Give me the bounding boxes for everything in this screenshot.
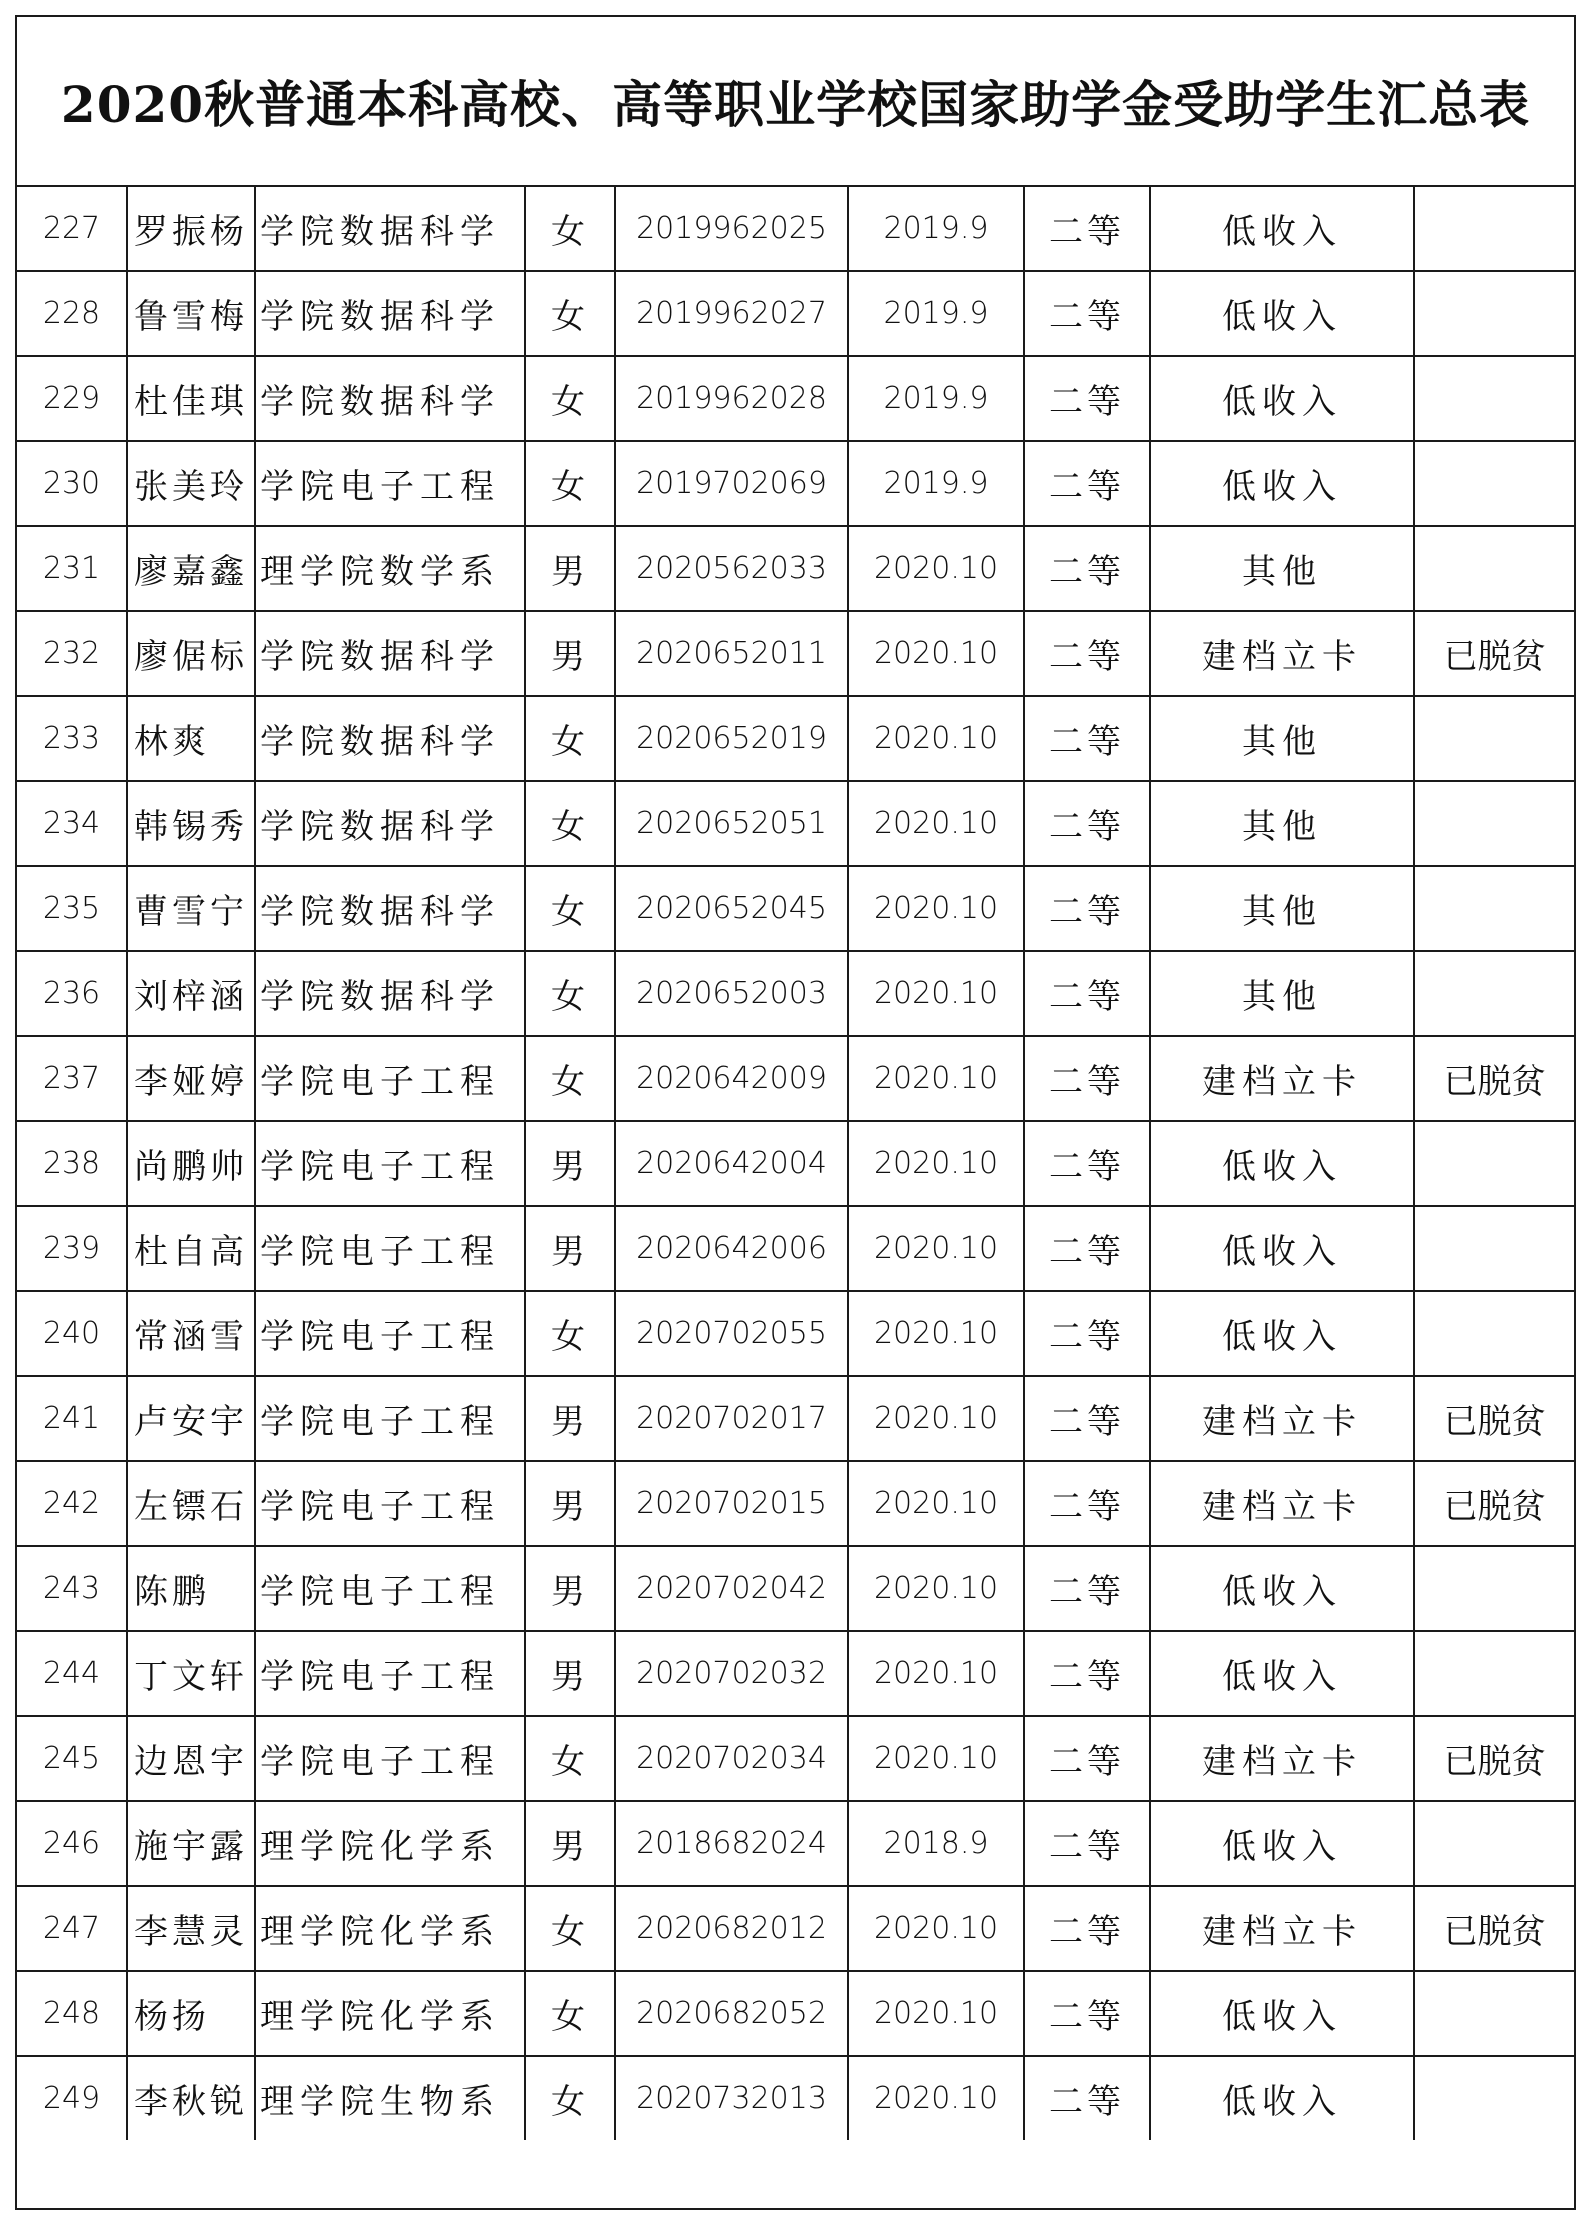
student-id-cell: 2018682024 xyxy=(615,1801,848,1886)
row-number-cell: 234 xyxy=(17,781,127,866)
student-name-cell: 张美玲 xyxy=(127,441,255,526)
remark-cell xyxy=(1414,187,1574,271)
gender-cell: 男 xyxy=(525,1121,615,1206)
enrollment-date-cell: 2020.10 xyxy=(848,1886,1024,1971)
enrollment-date-cell: 2020.10 xyxy=(848,1971,1024,2056)
remark-cell xyxy=(1414,1121,1574,1206)
department-cell: 学院电子工程 xyxy=(255,441,525,526)
student-name-cell: 边恩宇 xyxy=(127,1716,255,1801)
table-row xyxy=(17,441,1574,526)
hardship-category-cell: 低收入 xyxy=(1150,1631,1414,1716)
row-number-cell: 240 xyxy=(17,1291,127,1376)
gender-cell: 女 xyxy=(525,781,615,866)
gender-cell: 男 xyxy=(525,1546,615,1631)
aid-level-cell: 二等 xyxy=(1024,1291,1150,1376)
table-row xyxy=(17,1376,1574,1461)
student-name-cell: 李秋锐 xyxy=(127,2056,255,2140)
aid-level-cell: 二等 xyxy=(1024,1801,1150,1886)
gender-cell: 女 xyxy=(525,356,615,441)
table-row xyxy=(17,951,1574,1036)
aid-level-cell: 二等 xyxy=(1024,866,1150,951)
table-row xyxy=(17,271,1574,356)
hardship-category-cell: 其他 xyxy=(1150,781,1414,866)
student-name-cell: 丁文轩 xyxy=(127,1631,255,1716)
student-name-cell: 杜自高 xyxy=(127,1206,255,1291)
enrollment-date-cell: 2020.10 xyxy=(848,1291,1024,1376)
department-cell: 学院电子工程 xyxy=(255,1461,525,1546)
department-cell: 理学院生物系 xyxy=(255,2056,525,2140)
hardship-category-cell: 低收入 xyxy=(1150,441,1414,526)
remark-cell xyxy=(1414,441,1574,526)
table-row xyxy=(17,1546,1574,1631)
remark-cell xyxy=(1414,271,1574,356)
student-id-cell: 2020652011 xyxy=(615,611,848,696)
table-row xyxy=(17,1801,1574,1886)
gender-cell: 女 xyxy=(525,1971,615,2056)
hardship-category-cell: 建档立卡 xyxy=(1150,1886,1414,1971)
enrollment-date-cell: 2020.10 xyxy=(848,2056,1024,2140)
table-row xyxy=(17,1036,1574,1121)
student-id-cell: 2020652051 xyxy=(615,781,848,866)
hardship-category-cell: 建档立卡 xyxy=(1150,1461,1414,1546)
row-number-cell: 242 xyxy=(17,1461,127,1546)
enrollment-date-cell: 2020.10 xyxy=(848,526,1024,611)
remark-cell: 已脱贫 xyxy=(1414,611,1574,696)
aid-level-cell: 二等 xyxy=(1024,951,1150,1036)
gender-cell: 男 xyxy=(525,526,615,611)
row-number-cell: 238 xyxy=(17,1121,127,1206)
aid-level-cell: 二等 xyxy=(1024,441,1150,526)
student-name-cell: 廖倨标 xyxy=(127,611,255,696)
aid-level-cell: 二等 xyxy=(1024,1461,1150,1546)
hardship-category-cell: 低收入 xyxy=(1150,1801,1414,1886)
enrollment-date-cell: 2019.9 xyxy=(848,356,1024,441)
enrollment-date-cell: 2020.10 xyxy=(848,781,1024,866)
table-row xyxy=(17,1886,1574,1971)
department-cell: 学院电子工程 xyxy=(255,1546,525,1631)
student-id-cell: 2020702017 xyxy=(615,1376,848,1461)
row-number-cell: 236 xyxy=(17,951,127,1036)
hardship-category-cell: 其他 xyxy=(1150,951,1414,1036)
remark-cell xyxy=(1414,526,1574,611)
student-name-cell: 左镖石 xyxy=(127,1461,255,1546)
enrollment-date-cell: 2020.10 xyxy=(848,611,1024,696)
student-name-cell: 罗振杨 xyxy=(127,187,255,271)
table-row xyxy=(17,1631,1574,1716)
enrollment-date-cell: 2019.9 xyxy=(848,441,1024,526)
enrollment-date-cell: 2018.9 xyxy=(848,1801,1024,1886)
aid-level-cell: 二等 xyxy=(1024,1036,1150,1121)
row-number-cell: 241 xyxy=(17,1376,127,1461)
row-number-cell: 244 xyxy=(17,1631,127,1716)
table-row xyxy=(17,781,1574,866)
gender-cell: 男 xyxy=(525,1461,615,1546)
student-id-cell: 2020702015 xyxy=(615,1461,848,1546)
department-cell: 学院数据科学 xyxy=(255,696,525,781)
table-row xyxy=(17,696,1574,781)
aid-level-cell: 二等 xyxy=(1024,356,1150,441)
table-row xyxy=(17,2056,1574,2140)
hardship-category-cell: 低收入 xyxy=(1150,2056,1414,2140)
table-row xyxy=(17,1461,1574,1546)
remark-cell xyxy=(1414,696,1574,781)
hardship-category-cell: 建档立卡 xyxy=(1150,611,1414,696)
hardship-category-cell: 建档立卡 xyxy=(1150,1376,1414,1461)
aid-level-cell: 二等 xyxy=(1024,271,1150,356)
enrollment-date-cell: 2020.10 xyxy=(848,1461,1024,1546)
gender-cell: 男 xyxy=(525,1631,615,1716)
enrollment-date-cell: 2020.10 xyxy=(848,951,1024,1036)
summary-sheet xyxy=(15,15,1576,2210)
remark-cell xyxy=(1414,1291,1574,1376)
gender-cell: 女 xyxy=(525,2056,615,2140)
table-row xyxy=(17,1121,1574,1206)
remark-cell: 已脱贫 xyxy=(1414,1886,1574,1971)
gender-cell: 女 xyxy=(525,271,615,356)
hardship-category-cell: 建档立卡 xyxy=(1150,1716,1414,1801)
table-row xyxy=(17,611,1574,696)
remark-cell: 已脱贫 xyxy=(1414,1376,1574,1461)
hardship-category-cell: 其他 xyxy=(1150,526,1414,611)
enrollment-date-cell: 2019.9 xyxy=(848,187,1024,271)
table-row xyxy=(17,1971,1574,2056)
table-row xyxy=(17,356,1574,441)
department-cell: 学院电子工程 xyxy=(255,1291,525,1376)
hardship-category-cell: 低收入 xyxy=(1150,1291,1414,1376)
aid-level-cell: 二等 xyxy=(1024,1121,1150,1206)
gender-cell: 男 xyxy=(525,1801,615,1886)
gender-cell: 女 xyxy=(525,1291,615,1376)
sheet-title: 2020秋普通本科高校、高等职业学校国家助学金受助学生汇总表 xyxy=(17,17,1574,187)
student-id-cell: 2020652019 xyxy=(615,696,848,781)
row-number-cell: 243 xyxy=(17,1546,127,1631)
department-cell: 学院数据科学 xyxy=(255,271,525,356)
hardship-category-cell: 低收入 xyxy=(1150,271,1414,356)
student-id-cell: 2019962028 xyxy=(615,356,848,441)
gender-cell: 女 xyxy=(525,441,615,526)
student-name-cell: 尚鹏帅 xyxy=(127,1121,255,1206)
student-name-cell: 李慧灵 xyxy=(127,1886,255,1971)
student-id-cell: 2019702069 xyxy=(615,441,848,526)
department-cell: 学院电子工程 xyxy=(255,1036,525,1121)
enrollment-date-cell: 2020.10 xyxy=(848,1121,1024,1206)
enrollment-date-cell: 2020.10 xyxy=(848,1546,1024,1631)
student-name-cell: 鲁雪梅 xyxy=(127,271,255,356)
remark-cell xyxy=(1414,781,1574,866)
enrollment-date-cell: 2020.10 xyxy=(848,696,1024,781)
row-number-cell: 245 xyxy=(17,1716,127,1801)
remark-cell: 已脱贫 xyxy=(1414,1716,1574,1801)
remark-cell xyxy=(1414,1546,1574,1631)
department-cell: 学院电子工程 xyxy=(255,1121,525,1206)
enrollment-date-cell: 2020.10 xyxy=(848,1631,1024,1716)
student-name-cell: 常涵雪 xyxy=(127,1291,255,1376)
row-number-cell: 246 xyxy=(17,1801,127,1886)
student-id-cell: 2020642004 xyxy=(615,1121,848,1206)
row-number-cell: 228 xyxy=(17,271,127,356)
department-cell: 学院电子工程 xyxy=(255,1376,525,1461)
enrollment-date-cell: 2020.10 xyxy=(848,1206,1024,1291)
department-cell: 学院数据科学 xyxy=(255,356,525,441)
row-number-cell: 237 xyxy=(17,1036,127,1121)
hardship-category-cell: 低收入 xyxy=(1150,1206,1414,1291)
aid-level-cell: 二等 xyxy=(1024,781,1150,866)
student-name-cell: 刘梓涵 xyxy=(127,951,255,1036)
student-name-cell: 廖嘉鑫 xyxy=(127,526,255,611)
table-row xyxy=(17,866,1574,951)
remark-cell: 已脱贫 xyxy=(1414,1036,1574,1121)
student-id-cell: 2020702034 xyxy=(615,1716,848,1801)
hardship-category-cell: 低收入 xyxy=(1150,1121,1414,1206)
aid-level-cell: 二等 xyxy=(1024,611,1150,696)
student-id-cell: 2020702055 xyxy=(615,1291,848,1376)
department-cell: 理学院化学系 xyxy=(255,1886,525,1971)
department-cell: 学院数据科学 xyxy=(255,611,525,696)
aid-level-cell: 二等 xyxy=(1024,1376,1150,1461)
student-name-cell: 李娅婷 xyxy=(127,1036,255,1121)
gender-cell: 女 xyxy=(525,866,615,951)
aid-level-cell: 二等 xyxy=(1024,1716,1150,1801)
student-name-cell: 杜佳琪 xyxy=(127,356,255,441)
aid-level-cell: 二等 xyxy=(1024,1206,1150,1291)
gender-cell: 男 xyxy=(525,611,615,696)
row-number-cell: 248 xyxy=(17,1971,127,2056)
row-number-cell: 233 xyxy=(17,696,127,781)
gender-cell: 女 xyxy=(525,187,615,271)
gender-cell: 女 xyxy=(525,1036,615,1121)
row-number-cell: 229 xyxy=(17,356,127,441)
student-name-cell: 韩锡秀 xyxy=(127,781,255,866)
student-name-cell: 林爽 xyxy=(127,696,255,781)
student-id-cell: 2019962025 xyxy=(615,187,848,271)
student-id-cell: 2020682052 xyxy=(615,1971,848,2056)
department-cell: 学院数据科学 xyxy=(255,187,525,271)
hardship-category-cell: 低收入 xyxy=(1150,1971,1414,2056)
hardship-category-cell: 低收入 xyxy=(1150,187,1414,271)
hardship-category-cell: 其他 xyxy=(1150,866,1414,951)
enrollment-date-cell: 2020.10 xyxy=(848,1716,1024,1801)
table-row xyxy=(17,1206,1574,1291)
department-cell: 理学院化学系 xyxy=(255,1801,525,1886)
remark-cell xyxy=(1414,1801,1574,1886)
aid-level-cell: 二等 xyxy=(1024,1971,1150,2056)
gender-cell: 男 xyxy=(525,1206,615,1291)
student-id-cell: 2020652003 xyxy=(615,951,848,1036)
student-name-cell: 陈鹏 xyxy=(127,1546,255,1631)
row-number-cell: 231 xyxy=(17,526,127,611)
student-id-cell: 2020562033 xyxy=(615,526,848,611)
department-cell: 学院数据科学 xyxy=(255,781,525,866)
table-row xyxy=(17,1716,1574,1801)
department-cell: 理学院化学系 xyxy=(255,1971,525,2056)
remark-cell xyxy=(1414,951,1574,1036)
student-name-cell: 杨扬 xyxy=(127,1971,255,2056)
student-id-cell: 2020702032 xyxy=(615,1631,848,1716)
student-id-cell: 2020732013 xyxy=(615,2056,848,2140)
enrollment-date-cell: 2020.10 xyxy=(848,1376,1024,1461)
student-id-cell: 2020702042 xyxy=(615,1546,848,1631)
table-row xyxy=(17,1291,1574,1376)
aid-level-cell: 二等 xyxy=(1024,187,1150,271)
aid-level-cell: 二等 xyxy=(1024,2056,1150,2140)
gender-cell: 女 xyxy=(525,1716,615,1801)
department-cell: 学院数据科学 xyxy=(255,951,525,1036)
gender-cell: 女 xyxy=(525,1886,615,1971)
aid-level-cell: 二等 xyxy=(1024,526,1150,611)
student-id-cell: 2020642009 xyxy=(615,1036,848,1121)
aid-level-cell: 二等 xyxy=(1024,1886,1150,1971)
student-id-cell: 2020682012 xyxy=(615,1886,848,1971)
aid-level-cell: 二等 xyxy=(1024,1546,1150,1631)
enrollment-date-cell: 2019.9 xyxy=(848,271,1024,356)
student-id-cell: 2020642006 xyxy=(615,1206,848,1291)
remark-cell xyxy=(1414,1206,1574,1291)
department-cell: 学院数据科学 xyxy=(255,866,525,951)
enrollment-date-cell: 2020.10 xyxy=(848,866,1024,951)
department-cell: 学院电子工程 xyxy=(255,1716,525,1801)
table-row xyxy=(17,526,1574,611)
row-number-cell: 239 xyxy=(17,1206,127,1291)
gender-cell: 男 xyxy=(525,1376,615,1461)
student-name-cell: 施宇露 xyxy=(127,1801,255,1886)
remark-cell: 已脱贫 xyxy=(1414,1461,1574,1546)
department-cell: 学院电子工程 xyxy=(255,1631,525,1716)
department-cell: 学院电子工程 xyxy=(255,1206,525,1291)
remark-cell xyxy=(1414,2056,1574,2140)
table-row xyxy=(17,187,1574,271)
row-number-cell: 247 xyxy=(17,1886,127,1971)
student-name-cell: 曹雪宁 xyxy=(127,866,255,951)
student-id-cell: 2020652045 xyxy=(615,866,848,951)
row-number-cell: 230 xyxy=(17,441,127,526)
department-cell: 理学院数学系 xyxy=(255,526,525,611)
student-name-cell: 卢安宇 xyxy=(127,1376,255,1461)
row-number-cell: 232 xyxy=(17,611,127,696)
enrollment-date-cell: 2020.10 xyxy=(848,1036,1024,1121)
remark-cell xyxy=(1414,356,1574,441)
remark-cell xyxy=(1414,866,1574,951)
row-number-cell: 249 xyxy=(17,2056,127,2140)
hardship-category-cell: 其他 xyxy=(1150,696,1414,781)
hardship-category-cell: 低收入 xyxy=(1150,1546,1414,1631)
gender-cell: 女 xyxy=(525,696,615,781)
hardship-category-cell: 建档立卡 xyxy=(1150,1036,1414,1121)
student-id-cell: 2019962027 xyxy=(615,271,848,356)
row-number-cell: 235 xyxy=(17,866,127,951)
aid-level-cell: 二等 xyxy=(1024,1631,1150,1716)
recipient-table xyxy=(17,187,1574,2140)
aid-level-cell: 二等 xyxy=(1024,696,1150,781)
row-number-cell: 227 xyxy=(17,187,127,271)
hardship-category-cell: 低收入 xyxy=(1150,356,1414,441)
gender-cell: 女 xyxy=(525,951,615,1036)
remark-cell xyxy=(1414,1631,1574,1716)
remark-cell xyxy=(1414,1971,1574,2056)
